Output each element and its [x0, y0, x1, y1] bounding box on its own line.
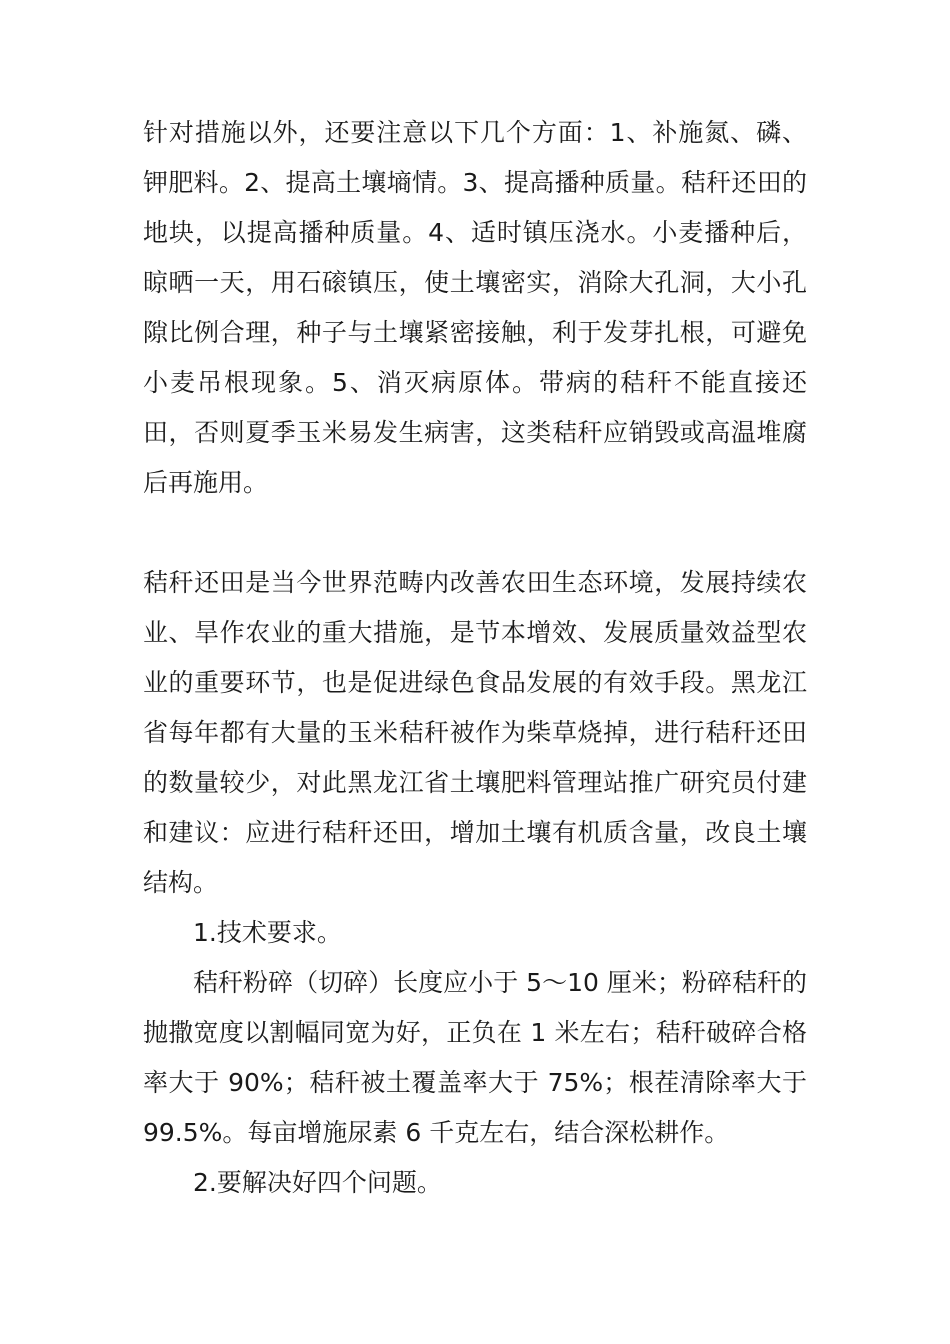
paragraph-straw-return-intro: 秸秆还田是当今世界范畴内改善农田生态环境，发展持续农业、旱作农业的重大措施，是节本增效、发展质量效益型农业的重要环节，也是促进绿色食品发展的有效手段。黑龙江省每年都有大量的玉米秸秆被作为柴草烧掉，进行秸秆还田的数量较少，对此黑龙江省土壤肥料管理站推广研究员付建和建议：应进行秸秆还田，增加土壤有机质含量，改良土壤结构。: [143, 568, 807, 897]
section-heading-four-problems: 2.要解决好四个问题。: [193, 1168, 442, 1197]
section-heading-technical-requirements: 1.技术要求。: [193, 918, 342, 947]
paragraph-measures: 针对措施以外，还要注意以下几个方面：1、补施氮、磷、钾肥料。2、提高土壤墒情。3、提高播种质量。秸秆还田的地块，以提高播种质量。4、适时镇压浇水。小麦播种后，晾晒一天，用石磙镇压，使土壤密实，消除大孔洞，大小孔隙比例合理，种子与土壤紧密接触，利于发芽扎根，可避免小麦吊根现象。5、消灭病原体。带病的秸秆不能直接还田，否则夏季玉米易发生病害，这类秸秆应销毁或高温堆腐后再施用。: [143, 118, 807, 497]
paragraph-technical-requirements: 秸秆粉碎（切碎）长度应小于 5～10 厘米；粉碎秸秆的抛撒宽度以割幅同宽为好，正负在 1 米左右；秸秆破碎合格率大于 90%；秸秆被土覆盖率大于 75%；根茬清除率大于 99.5%。每亩增施尿素 6 千克左右，结合深松耕作。: [143, 968, 807, 1147]
paragraph-gap: [143, 508, 807, 558]
document-page: [143, 108, 807, 1208]
